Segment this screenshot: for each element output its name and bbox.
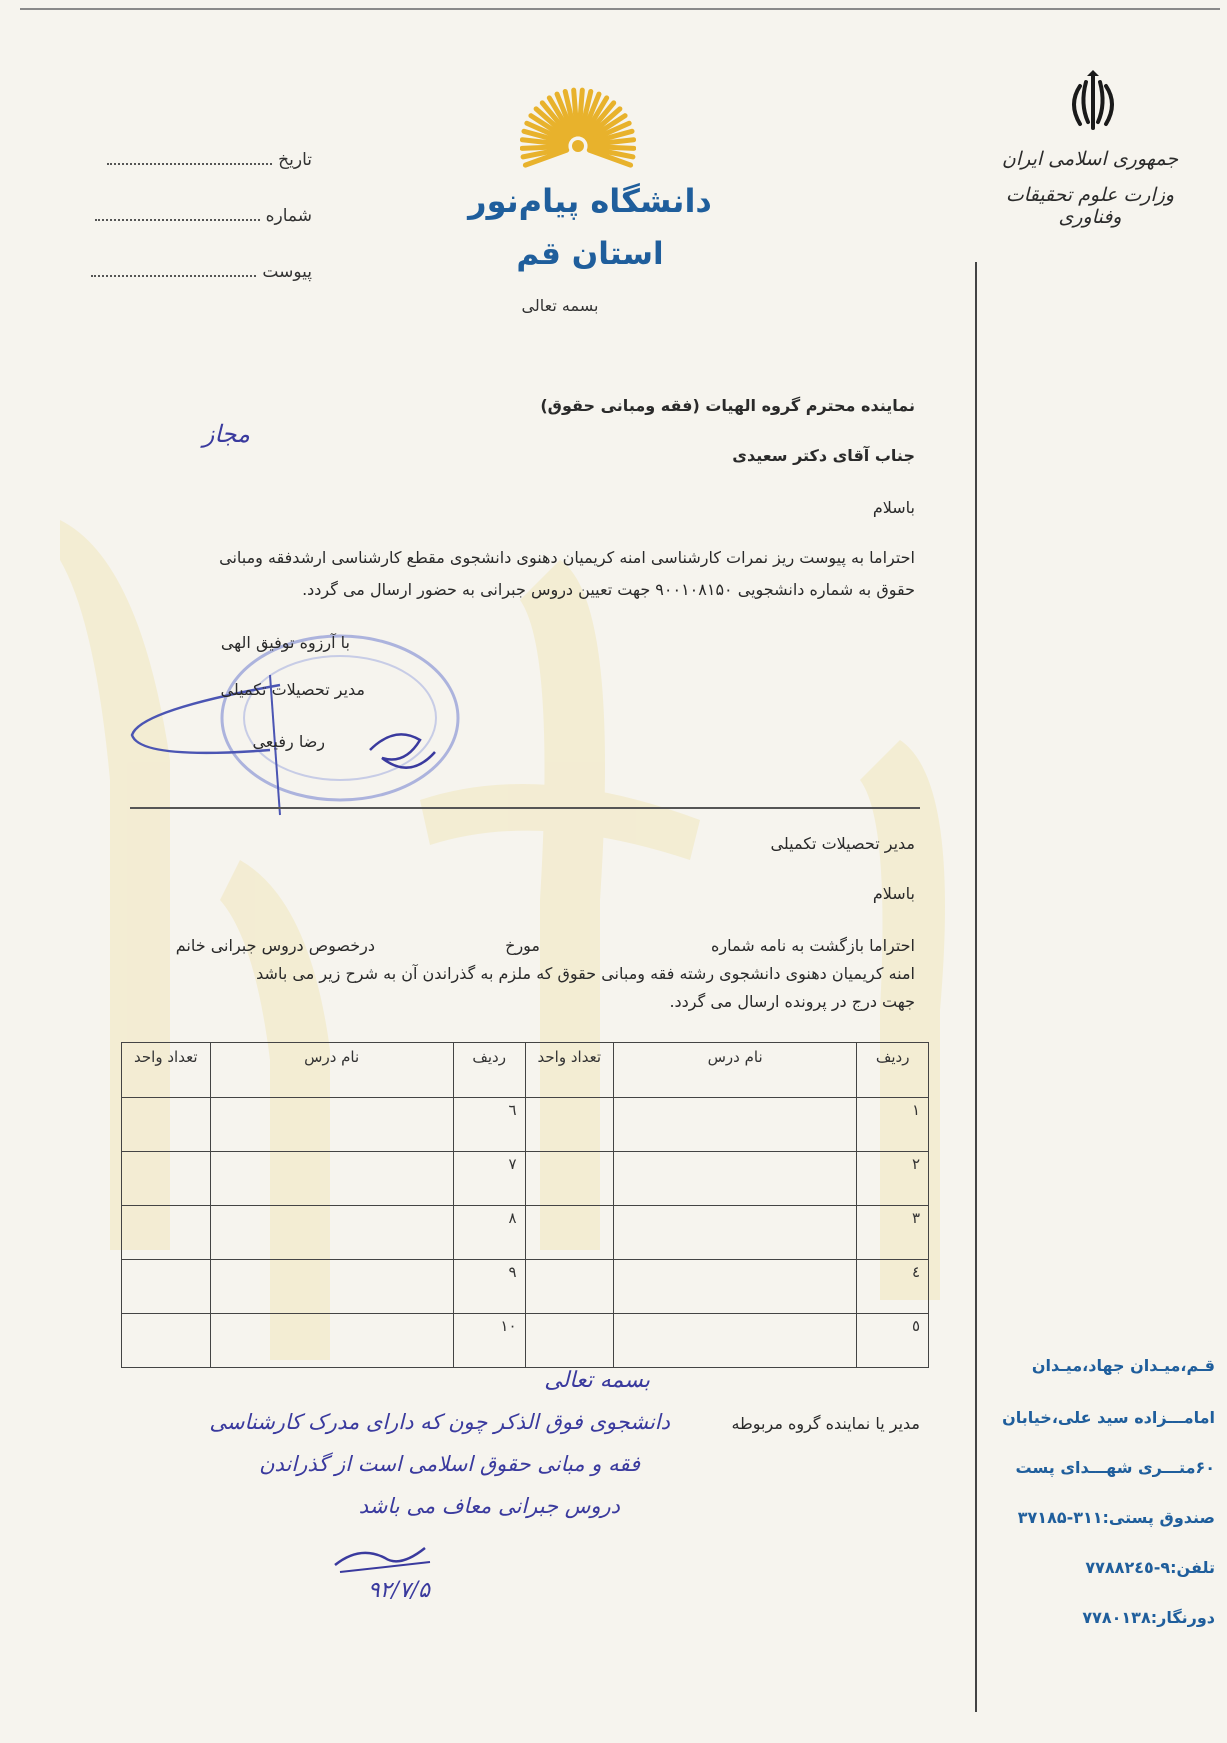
- right-margin-rule: [975, 262, 977, 1712]
- province-name: استان قم: [516, 236, 664, 272]
- course-cell: [614, 1152, 857, 1206]
- table-row: [122, 1314, 929, 1368]
- address-line-1: قـم،میـدان جهاد،میـدان: [1031, 1356, 1215, 1375]
- units-cell: [122, 1098, 211, 1152]
- letter-body-line-2: حقوق به شماره دانشجویی ۹۰۰۱۰۸۱۵۰ جهت تعیین دروس جبرانی به حضور ارسال می گردد.: [302, 580, 915, 599]
- row-number: ١٠: [453, 1314, 525, 1368]
- units-cell: [525, 1260, 614, 1314]
- reply-ref-number: احتراما بازگشت به نامه شماره: [710, 936, 915, 955]
- courses-table: [121, 1042, 929, 1368]
- row-number: ٢: [857, 1152, 929, 1206]
- pnu-logo-icon: [520, 68, 636, 184]
- address-line-3: ۶۰متـــری شهـــدای پست: [1015, 1458, 1215, 1477]
- table-row: [122, 1260, 929, 1314]
- course-cell: [210, 1152, 453, 1206]
- logo-ray: [522, 147, 566, 149]
- section-divider: [130, 807, 920, 809]
- address-line-2: امامـــزاده سید علی،خیابان: [1002, 1408, 1215, 1427]
- header-row-num: ردیف: [857, 1043, 929, 1098]
- table-row: [122, 1152, 929, 1206]
- units-cell: [525, 1098, 614, 1152]
- row-number: ٤: [857, 1260, 929, 1314]
- handwritten-line-3: دروس جبرانی معاف می باشد: [358, 1494, 620, 1518]
- course-cell: [210, 1098, 453, 1152]
- date-dots: [107, 163, 272, 165]
- signer-title: مدیر تحصیلات تکمیلی: [220, 680, 365, 699]
- row-number: ٧: [453, 1152, 525, 1206]
- course-cell: [614, 1206, 857, 1260]
- reply-ref-subject: درخصوص دروس جبرانی خانم: [175, 936, 375, 955]
- course-cell: [210, 1314, 453, 1368]
- bismillah: بسمه تعالی: [521, 296, 599, 315]
- top-border: [20, 8, 1220, 10]
- header-units-2: تعداد واحد: [122, 1043, 211, 1098]
- margin-note: مجاز: [202, 420, 250, 448]
- row-number: ٩: [453, 1260, 525, 1314]
- postal-box: صندوق پستی:۳۱۱-۳۷۱۸۵: [1017, 1508, 1215, 1527]
- letter-greeting: باسلام: [872, 498, 915, 517]
- iran-emblem-icon: [1058, 70, 1128, 140]
- reply-line-2: امنه کریمیان دهنوی دانشجوی رشته فقه ومبانی حقوق که ملزم به گذراندن آن به شرح زیر می باشد: [256, 964, 915, 983]
- number-label: شماره: [265, 206, 312, 226]
- course-cell: [210, 1260, 453, 1314]
- header-course-name-2: نام درس: [210, 1043, 453, 1098]
- reply-to: مدیر تحصیلات تکمیلی: [770, 834, 915, 853]
- recipient-line: نماینده محترم گروه الهیات (فقه ومبانی حقوق): [540, 396, 915, 415]
- date-label: تاریخ: [278, 150, 312, 170]
- units-cell: [122, 1206, 211, 1260]
- row-number: ١: [857, 1098, 929, 1152]
- table-header-row: [122, 1043, 929, 1098]
- signer-name: رضا رفیعی: [252, 732, 325, 751]
- units-cell: [525, 1314, 614, 1368]
- row-number: ٨: [453, 1206, 525, 1260]
- official-stamp: [120, 630, 470, 820]
- header-units: تعداد واحد: [525, 1043, 614, 1098]
- course-cell: [614, 1098, 857, 1152]
- handwritten-signature: [330, 1540, 440, 1580]
- logo-ray: [574, 90, 577, 134]
- phone-number: تلفن:۹-۷۷۸۸۲٤٥: [1085, 1558, 1215, 1577]
- units-cell: [122, 1260, 211, 1314]
- row-number: ٣: [857, 1206, 929, 1260]
- attachment-label: پیوست: [262, 262, 312, 282]
- iran-republic-line: جمهوری اسلامی ایران: [1001, 148, 1179, 170]
- ministry-line: وزارت علوم تحقیقات وفناوری: [1005, 184, 1175, 228]
- fax-number: دورنگار:۷۷۸۰۱۳۸: [1082, 1608, 1215, 1627]
- row-number: ٦: [453, 1098, 525, 1152]
- course-cell: [614, 1260, 857, 1314]
- course-cell: [614, 1314, 857, 1368]
- course-cell: [210, 1206, 453, 1260]
- handwritten-line-1: دانشجوی فوق الذکر چون که دارای مدرک کارشناسی: [209, 1410, 670, 1434]
- header-row-num-2: ردیف: [453, 1043, 525, 1098]
- university-name: دانشگاه پیام‌نور: [468, 182, 712, 220]
- table-row: [122, 1206, 929, 1260]
- units-cell: [525, 1206, 614, 1260]
- number-dots: [95, 219, 260, 221]
- attachment-field: [62, 262, 312, 282]
- reply-ref-date: مورخ: [505, 936, 540, 955]
- reply-line-3: جهت درج در پرونده ارسال می گردد.: [669, 992, 915, 1011]
- units-cell: [122, 1314, 211, 1368]
- letter-body-line-1: احتراما به پیوست ریز نمرات کارشناسی امنه کریمیان دهنوی دانشجوی مقطع کارشناسی ارشدفقه ومبانی: [219, 548, 915, 567]
- reply-greeting: باسلام: [872, 884, 915, 903]
- handwritten-heading: بسمه تعالی: [544, 1368, 650, 1393]
- addressee-line: جناب آقای دکتر سعیدی: [732, 446, 915, 465]
- attachment-dots: [91, 275, 256, 277]
- units-cell: [122, 1152, 211, 1206]
- handwritten-date: ۹۲/۷/۵: [367, 1578, 430, 1603]
- date-field: [62, 150, 312, 170]
- number-field: [62, 206, 312, 226]
- closing-line: با آرزوه توفیق الهی: [220, 633, 350, 652]
- units-cell: [525, 1152, 614, 1206]
- handwritten-line-2: فقه و مبانی حقوق اسلامی است از گذراندن: [259, 1452, 640, 1476]
- header-course-name: نام درس: [614, 1043, 857, 1098]
- table-row: [122, 1098, 929, 1152]
- footer-signoff: مدیر یا نماینده گروه مربوطه: [731, 1414, 920, 1433]
- row-number: ٥: [857, 1314, 929, 1368]
